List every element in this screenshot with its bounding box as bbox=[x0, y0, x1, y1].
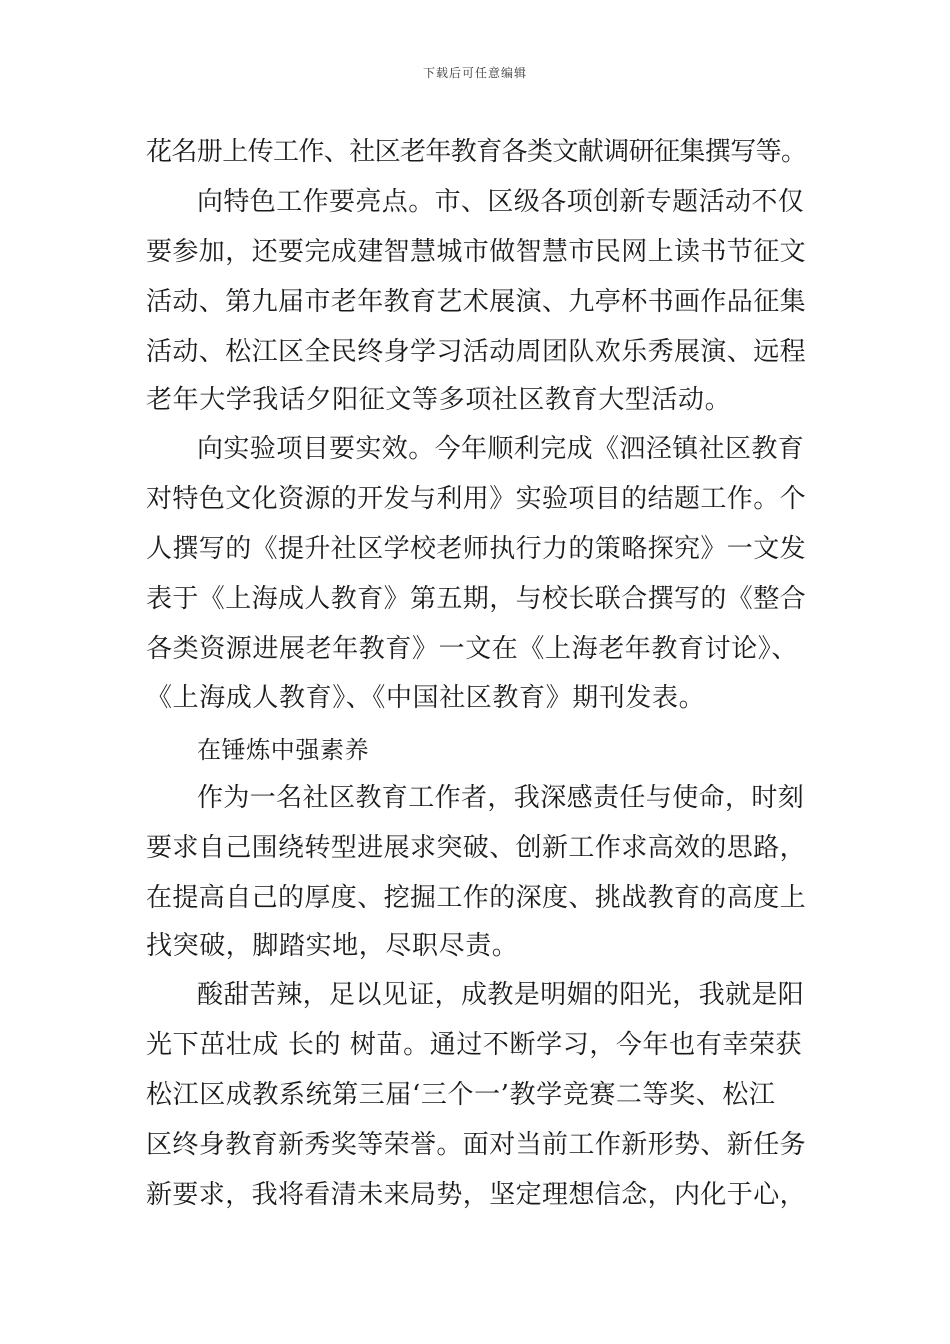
text-line: 活动、松江区全民终身学习活动周团队欢乐秀展演、远程 bbox=[146, 337, 807, 367]
text-line: 区终身教育新秀奖等荣誉。面对当前工作新形势、新任务 bbox=[146, 1130, 807, 1160]
text-line: 向特色工作要亮点。市、区级各项创新专题活动不仅 bbox=[197, 187, 805, 217]
text-line: 向实验项目要实效。今年顺利完成《泗泾镇社区教育 bbox=[197, 434, 805, 464]
text-line: 要求自己围绕转型进展求突破、创新工作求高效的思路， bbox=[146, 833, 807, 863]
text-line: 找突破，脚踏实地，尽职尽责。 bbox=[146, 931, 519, 961]
text-line: 表于《上海成人教育》第五期，与校长联合撰写的《整合 bbox=[146, 584, 807, 614]
text-line: 酸甜苦辣，足以见证，成教是明媚的阳光，我就是阳 bbox=[197, 980, 805, 1010]
text-line: 在提高自己的厚度、挖掘工作的深度、挑战教育的高度上 bbox=[146, 883, 807, 913]
text-line: 要参加，还要完成建智慧城市做智慧市民网上读书节征文 bbox=[146, 237, 807, 267]
text-line: 活动、第九届市老年教育艺术展演、九亭杯书画作品征集 bbox=[146, 287, 807, 317]
section-heading: 在锤炼中强素养 bbox=[197, 736, 370, 764]
text-line: 《上海成人教育》、《中国社区教育》期刊发表。 bbox=[146, 683, 706, 713]
page-header: 下载后可任意编辑 bbox=[422, 66, 527, 80]
text-line: 新要求，我将看清未来局势，坚定理想信念，内化于心， bbox=[146, 1180, 807, 1210]
text-line: 人撰写的《提升社区学校老师执行力的策略探究》一文发 bbox=[146, 534, 807, 564]
text-line: 老年大学我话夕阳征文等多项社区教育大型活动。 bbox=[146, 385, 732, 415]
text-line: 各类资源进展老年教育》一文在《上海老年教育讨论》、 bbox=[146, 634, 799, 664]
text-line: 松江区成教系统第三届‘三个一’教学竞赛二等奖、松江 bbox=[146, 1080, 776, 1110]
text-line: 对特色文化资源的开发与利用》实验项目的结题工作。个 bbox=[146, 484, 807, 514]
text-line: 花名册上传工作、社区老年教育各类文献调研征集撰写等。 bbox=[146, 137, 807, 167]
text-line: 作为一名社区教育工作者，我深感责任与使命，时刻 bbox=[197, 783, 805, 813]
text-line: 光下茁壮成 长的 树苗。通过不断学习，今年也有幸荣获 bbox=[146, 1030, 803, 1060]
